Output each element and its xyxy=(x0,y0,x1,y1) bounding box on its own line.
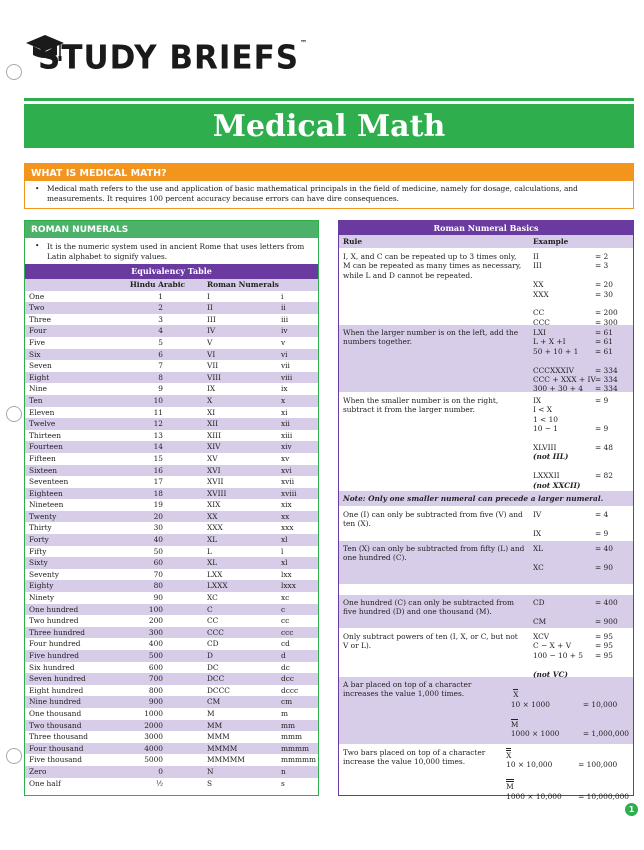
table-cell: x xyxy=(281,395,286,405)
example-line: CCC + XXX + IV = 334 xyxy=(533,375,618,385)
table-cell: XX xyxy=(207,511,218,521)
table-cell: 2 xyxy=(158,303,163,313)
table-row xyxy=(25,511,318,523)
table-cell: 500 xyxy=(148,651,163,660)
table-cell: mmmmm xyxy=(281,755,317,765)
table-cell: XC xyxy=(207,593,218,603)
example-line: I < X xyxy=(533,405,553,415)
table-row xyxy=(25,476,318,488)
table-cell: XI xyxy=(207,407,216,417)
intro-heading: WHAT IS MEDICAL MATH? xyxy=(25,164,633,181)
table-cell: iv xyxy=(281,326,288,336)
table-cell: XL xyxy=(207,558,218,568)
table-cell: I xyxy=(207,291,210,301)
example-line: XC = 90 xyxy=(533,562,613,572)
table-cell: XIII xyxy=(207,430,222,440)
rule-row: Two bars placed on top of a character increase the value 10,000 times. X 10 × 10,000 = 100,000 M 1000 × 10,000 = 10,000,000 xyxy=(339,744,633,812)
table-row xyxy=(25,708,318,720)
table-cell: Seven hundred xyxy=(29,674,86,684)
table-cell: Forty xyxy=(29,535,49,545)
example-line: IV = 4 xyxy=(533,510,609,519)
binder-hole-top xyxy=(6,64,22,80)
table-cell: n xyxy=(281,766,286,776)
table-cell: ½ xyxy=(155,778,163,788)
table-cell: 8 xyxy=(158,372,163,382)
table-cell: xl xyxy=(281,558,288,568)
table-cell: Five xyxy=(29,337,46,347)
table-cell: CC xyxy=(207,616,219,626)
table-cell: LXX xyxy=(207,569,223,579)
table-cell: Two hundred xyxy=(29,616,79,626)
table-row xyxy=(25,465,318,477)
example-line: 50 + 10 + 1 = 61 xyxy=(533,346,613,356)
rule-row: A bar placed on top of a character increases the value 1,000 times. X 10 × 1000 = 10,000 M 1000 × 1000 = 1,000,000 xyxy=(339,676,633,744)
example-line: LXI = 61 xyxy=(533,328,613,337)
table-row xyxy=(25,638,318,650)
example-line: CD = 400 xyxy=(533,598,618,607)
table-cell: XVII xyxy=(207,477,224,487)
table-cell: Nine hundred xyxy=(29,697,81,707)
rule-row: When the smaller number is on the right, subtract it from the larger number. IX = 9 I < X 1 < 10 10 − 1 = 9 XLVIII = 48 (not IIL) LXXXII = 82 (not XXCII) xyxy=(339,392,633,490)
table-row xyxy=(25,650,318,662)
example-line: CM = 900 xyxy=(533,616,618,626)
table-cell: 9 xyxy=(158,384,163,394)
table-cell: 50 xyxy=(153,546,163,556)
table-row xyxy=(25,488,318,500)
table-cell: 60 xyxy=(153,558,163,568)
table-cell: dc xyxy=(281,662,290,672)
example-line: (not XXCII) xyxy=(533,480,581,490)
table-cell: XL xyxy=(207,535,218,545)
example-line: CCC = 300 xyxy=(533,317,618,327)
table-cell: MMMMM xyxy=(207,755,245,765)
table-row xyxy=(25,360,318,372)
example-line: 300 + 30 + 4 = 334 xyxy=(533,384,618,394)
table-row xyxy=(25,407,318,419)
table-row xyxy=(25,534,318,546)
table-cell: mmm xyxy=(281,732,303,742)
table-row xyxy=(25,662,318,674)
table-cell: 30 xyxy=(153,523,163,533)
table-row xyxy=(25,302,318,314)
table-cell: XIV xyxy=(207,442,221,452)
table-row xyxy=(25,696,318,708)
table-cell: Four thousand xyxy=(29,743,84,753)
example-line: IX = 9 xyxy=(533,396,609,405)
table-cell: ccc xyxy=(281,627,294,637)
table-cell: i xyxy=(281,291,284,301)
table-cell: III xyxy=(207,314,216,324)
example-line: III = 3 xyxy=(533,261,609,271)
table-cell: Six xyxy=(29,349,41,359)
table-cell: iii xyxy=(281,314,289,324)
table-row xyxy=(25,580,318,592)
table-cell: Four hundred xyxy=(29,639,81,649)
table-cell: Eighty xyxy=(29,581,54,591)
table-cell: s xyxy=(281,778,285,788)
table-row xyxy=(25,685,318,697)
table-cell: Eight hundred xyxy=(29,685,84,695)
roman-numerals-section xyxy=(24,220,319,796)
table-cell: 16 xyxy=(153,465,163,475)
example-line: IX = 9 xyxy=(533,528,609,538)
table-cell: L xyxy=(207,546,212,556)
table-cell: VIII xyxy=(207,372,222,382)
page-number: 1 xyxy=(625,803,638,816)
table-cell: Fifteen xyxy=(29,453,56,463)
intro-text: • Medical math refers to the use and application of basic mathematical principals in the field of medicine, namely for dosage, calculations, and measurements. It requires 100 percent accuracy because errors can have dire consequences. xyxy=(25,181,633,204)
roman-basics-section xyxy=(338,220,634,801)
table-cell: 4000 xyxy=(144,743,163,753)
table-cell: Ten xyxy=(29,395,43,405)
table-cell: Twenty xyxy=(29,511,57,521)
table-cell: 200 xyxy=(148,616,163,626)
table-cell: vii xyxy=(281,361,290,371)
table-cell: 300 xyxy=(148,627,163,637)
table-cell: mm xyxy=(281,720,296,730)
table-row xyxy=(25,441,318,453)
table-row xyxy=(25,383,318,395)
table-cell: Five hundred xyxy=(29,651,80,660)
equivalency-table xyxy=(25,291,318,790)
table-row xyxy=(25,627,318,639)
table-cell: Seventeen xyxy=(29,477,69,487)
example-line xyxy=(533,553,629,562)
table-cell: 4 xyxy=(158,326,163,336)
intro-section xyxy=(24,163,634,209)
example-line xyxy=(533,271,629,280)
table-cell: 1 xyxy=(158,291,163,301)
table-cell: Eighteen xyxy=(29,488,63,498)
table-cell: Eight xyxy=(29,372,50,382)
table-cell: 11 xyxy=(153,407,163,417)
table-cell: xl xyxy=(281,535,288,545)
table-cell: 2000 xyxy=(144,720,163,730)
table-cell: xxx xyxy=(281,523,294,533)
table-cell: 6 xyxy=(158,349,163,359)
table-cell: XVIII xyxy=(207,488,227,498)
table-cell: ix xyxy=(281,384,288,394)
table-cell: 100 xyxy=(148,604,163,614)
double-bar-m-symbol: M xyxy=(506,779,514,791)
table-cell: Eleven xyxy=(29,407,55,417)
table-cell: v xyxy=(281,337,286,347)
table-row xyxy=(25,337,318,349)
roman-heading: ROMAN NUMERALS xyxy=(25,221,318,238)
header-rule xyxy=(24,98,634,101)
example-line: II = 2 xyxy=(533,252,609,261)
table-cell: S xyxy=(207,778,213,788)
example-line: (not IIL) xyxy=(533,452,569,462)
example-line: XCV = 95 xyxy=(533,632,613,641)
table-row xyxy=(25,731,318,743)
example-line: 10 − 1 = 9 xyxy=(533,424,609,434)
table-cell: 80 xyxy=(153,581,163,591)
table-cell: xc xyxy=(281,593,290,603)
table-cell: xvi xyxy=(281,465,292,475)
table-cell: 20 xyxy=(153,511,163,521)
table-row xyxy=(25,314,318,326)
table-cell: DC xyxy=(207,662,219,672)
table-cell: Two thousand xyxy=(29,720,82,730)
table-cell: IV xyxy=(207,326,216,336)
rule-row: One (I) can only be subtracted from five (V) and ten (X). IV = 4 IX = 9 xyxy=(339,506,633,540)
table-cell: 800 xyxy=(148,685,163,695)
table-cell: LXXX xyxy=(207,581,228,591)
table-cell: Seventy xyxy=(29,569,59,579)
table-cell: 1000 xyxy=(144,708,163,718)
table-cell: C xyxy=(207,604,213,614)
table-cell: 14 xyxy=(153,442,163,452)
table-cell: Nineteen xyxy=(29,500,64,510)
table-cell: mmmm xyxy=(281,743,310,753)
table-cell: 19 xyxy=(153,500,163,510)
table-cell: vi xyxy=(281,349,288,359)
table-cell: V xyxy=(207,337,213,347)
table-row xyxy=(25,430,318,442)
table-cell: Seven xyxy=(29,361,52,371)
table-cell: 70 xyxy=(153,569,163,579)
table-cell: XV xyxy=(207,453,218,463)
table-cell: 400 xyxy=(148,639,163,649)
table-cell: CD xyxy=(207,639,219,649)
page-title: Medical Math xyxy=(24,104,634,148)
basics-note: Note: Only one smaller numeral can precede a larger numeral. xyxy=(339,490,633,506)
table-row xyxy=(25,372,318,384)
table-cell: N xyxy=(207,766,214,776)
table-row xyxy=(25,395,318,407)
table-cell: DCC xyxy=(207,674,225,684)
rule-row: I, X, and C can be repeated up to 3 times only, M can be repeated as many times as necessary, while L and D cannot be repeated. II = 2 III = 3 XX = 20 XXX = 30 CC = 200 CCC = 300 xyxy=(339,248,633,324)
table-cell: ii xyxy=(281,303,286,313)
example-line: XL = 40 xyxy=(533,544,613,553)
bar-m-symbol: M xyxy=(510,719,519,729)
table-cell: One thousand xyxy=(29,708,82,718)
example-line: XXX = 30 xyxy=(533,289,613,299)
example-line xyxy=(533,434,629,443)
table-cell: Sixty xyxy=(29,558,48,568)
table-cell: Thirteen xyxy=(29,430,62,440)
table-cell: 18 xyxy=(153,488,163,498)
table-cell: CCC xyxy=(207,627,224,637)
col-example: Example xyxy=(533,237,569,246)
basics-title: Roman Numeral Basics xyxy=(339,221,633,235)
table-cell: XXX xyxy=(207,523,223,533)
table-cell: cc xyxy=(281,616,290,626)
table-row xyxy=(25,557,318,569)
table-row xyxy=(25,743,318,755)
table-cell: lxx xyxy=(281,569,292,579)
table-cell: 17 xyxy=(153,477,163,487)
table-cell: xii xyxy=(281,419,290,429)
table-cell: xx xyxy=(281,511,290,521)
table-row xyxy=(25,592,318,604)
table-row xyxy=(25,325,318,337)
table-cell: 40 xyxy=(153,535,163,545)
rule-row: Ten (X) can only be subtracted from fifty (L) and one hundred (C). XL = 40 XC = 90 xyxy=(339,540,633,584)
brand-name: STUDY BRIEFS™ xyxy=(38,39,309,77)
rule-row: One hundred (C) can only be subtracted from five hundred (D) and one thousand (M). CD = 400 CM = 900 xyxy=(339,594,633,628)
example-line xyxy=(533,356,629,365)
table-cell: 700 xyxy=(148,674,163,684)
equivalency-header xyxy=(25,279,318,291)
table-cell: xiv xyxy=(281,442,292,452)
table-cell: MM xyxy=(207,720,223,730)
example-line xyxy=(533,519,629,528)
table-row xyxy=(25,546,318,558)
example-line: XX = 20 xyxy=(533,280,613,290)
table-row xyxy=(25,453,318,465)
bar-x-symbol: X xyxy=(513,690,519,700)
roman-text: • It is the numeric system used in ancient Rome that uses letters from Latin alphabet to signify values. xyxy=(25,238,318,264)
table-cell: 600 xyxy=(148,662,163,672)
table-cell: 3000 xyxy=(144,732,163,742)
table-cell: VII xyxy=(207,361,219,371)
table-cell: Three hundred xyxy=(29,627,85,637)
table-cell: IX xyxy=(207,384,216,394)
table-row xyxy=(25,604,318,616)
example-line xyxy=(533,462,629,471)
table-row xyxy=(25,766,318,778)
table-cell: Nine xyxy=(29,384,47,394)
table-cell: Zero xyxy=(29,766,47,776)
table-cell: d xyxy=(281,651,286,660)
table-row xyxy=(25,569,318,581)
table-cell: xiii xyxy=(281,430,293,440)
table-cell: DCCC xyxy=(207,685,230,695)
table-cell: XVI xyxy=(207,465,221,475)
example-line: CCCXXXIV = 334 xyxy=(533,365,618,375)
table-cell: CM xyxy=(207,697,221,707)
table-cell: One half xyxy=(29,778,61,788)
table-cell: 3 xyxy=(158,314,163,324)
table-cell: dccc xyxy=(281,685,299,695)
table-cell: l xyxy=(281,546,284,556)
table-cell: m xyxy=(281,708,289,718)
basics-header xyxy=(339,235,633,248)
table-cell: xv xyxy=(281,453,290,463)
table-cell: c xyxy=(281,604,286,614)
rule-row: When the larger number is on the left, add the numbers together. LXI = 61 L + X +I = 61 50 + 10 + 1 = 61 CCCXXXIV = 334 CCC + XXX + IV = 334 300 + 30 + 4 = 334 xyxy=(339,324,633,392)
table-cell: Sixteen xyxy=(29,465,58,475)
table-cell: 12 xyxy=(153,419,163,429)
col-rule: Rule xyxy=(343,237,363,246)
example-line xyxy=(533,660,629,669)
example-line xyxy=(533,299,629,308)
brand-logo xyxy=(24,36,308,80)
col-roman-numerals: Roman Numerals xyxy=(207,280,279,289)
table-cell: VI xyxy=(207,349,216,359)
table-row xyxy=(25,522,318,534)
binder-hole-bottom xyxy=(6,748,22,764)
table-cell: viii xyxy=(281,372,293,382)
table-cell: Six hundred xyxy=(29,662,75,672)
table-cell: Three thousand xyxy=(29,732,88,742)
table-cell: One hundred xyxy=(29,604,79,614)
table-cell: 0 xyxy=(158,766,163,776)
example-line: L + X +I = 61 xyxy=(533,337,613,347)
table-cell: xix xyxy=(281,500,292,510)
binder-hole-middle xyxy=(6,406,22,422)
table-row xyxy=(25,349,318,361)
table-row xyxy=(25,615,318,627)
table-cell: 5 xyxy=(158,337,163,347)
example-line: LXXXII = 82 xyxy=(533,471,613,481)
table-cell: Fourteen xyxy=(29,442,63,452)
table-row xyxy=(25,499,318,511)
table-row xyxy=(25,778,318,790)
table-cell: Twelve xyxy=(29,419,56,429)
table-cell: XIX xyxy=(207,500,221,510)
table-row xyxy=(25,754,318,766)
example-line: XLVIII = 48 xyxy=(533,443,613,453)
table-cell: Three xyxy=(29,314,51,324)
table-cell: Thirty xyxy=(29,523,52,533)
table-cell: Four xyxy=(29,326,47,336)
col-hindu-arabic: Hindu Arabic xyxy=(129,280,185,289)
table-cell: Fifty xyxy=(29,546,47,556)
table-cell: 5000 xyxy=(144,755,163,765)
table-cell: One xyxy=(29,291,45,301)
example-line: C − X + V = 95 xyxy=(533,641,613,651)
table-cell: 13 xyxy=(153,430,163,440)
table-cell: II xyxy=(207,303,213,313)
table-cell: xviii xyxy=(281,488,297,498)
table-cell: D xyxy=(207,651,213,660)
table-cell: Two xyxy=(29,303,45,313)
table-cell: cm xyxy=(281,697,293,707)
table-cell: Five thousand xyxy=(29,755,83,765)
table-cell: Ninety xyxy=(29,593,55,603)
double-bar-x-symbol: X xyxy=(506,748,511,760)
table-cell: X xyxy=(207,395,213,405)
table-cell: lxxx xyxy=(281,581,296,591)
table-cell: MMM xyxy=(207,732,230,742)
table-row xyxy=(25,418,318,430)
rule-row: Only subtract powers of ten (I, X, or C, but not V or L). XCV = 95 C − X + V = 95 100 − 10 + 5 = 95 (not VC) xyxy=(339,628,633,676)
example-line: CC = 200 xyxy=(533,308,618,318)
table-cell: 10 xyxy=(153,395,163,405)
example-line: 1 < 10 xyxy=(533,414,558,424)
table-cell: dcc xyxy=(281,674,295,684)
example-line: (not VC) xyxy=(533,669,568,679)
rule-row xyxy=(339,584,633,594)
table-cell: 90 xyxy=(153,593,163,603)
table-row xyxy=(25,673,318,685)
table-row xyxy=(25,291,318,303)
example-line: 100 − 10 + 5 = 95 xyxy=(533,650,613,660)
table-row xyxy=(25,720,318,732)
table-cell: XII xyxy=(207,419,219,429)
table-cell: cd xyxy=(281,639,290,649)
table-cell: 900 xyxy=(148,697,163,707)
table-cell: 7 xyxy=(158,361,163,371)
table-cell: MMMM xyxy=(207,743,238,753)
table-cell: xvii xyxy=(281,477,295,487)
table-cell: xi xyxy=(281,407,288,417)
table-cell: M xyxy=(207,708,215,718)
example-line xyxy=(533,607,629,616)
table-cell: 15 xyxy=(153,453,163,463)
equivalency-title: Equivalency Table xyxy=(25,264,318,279)
